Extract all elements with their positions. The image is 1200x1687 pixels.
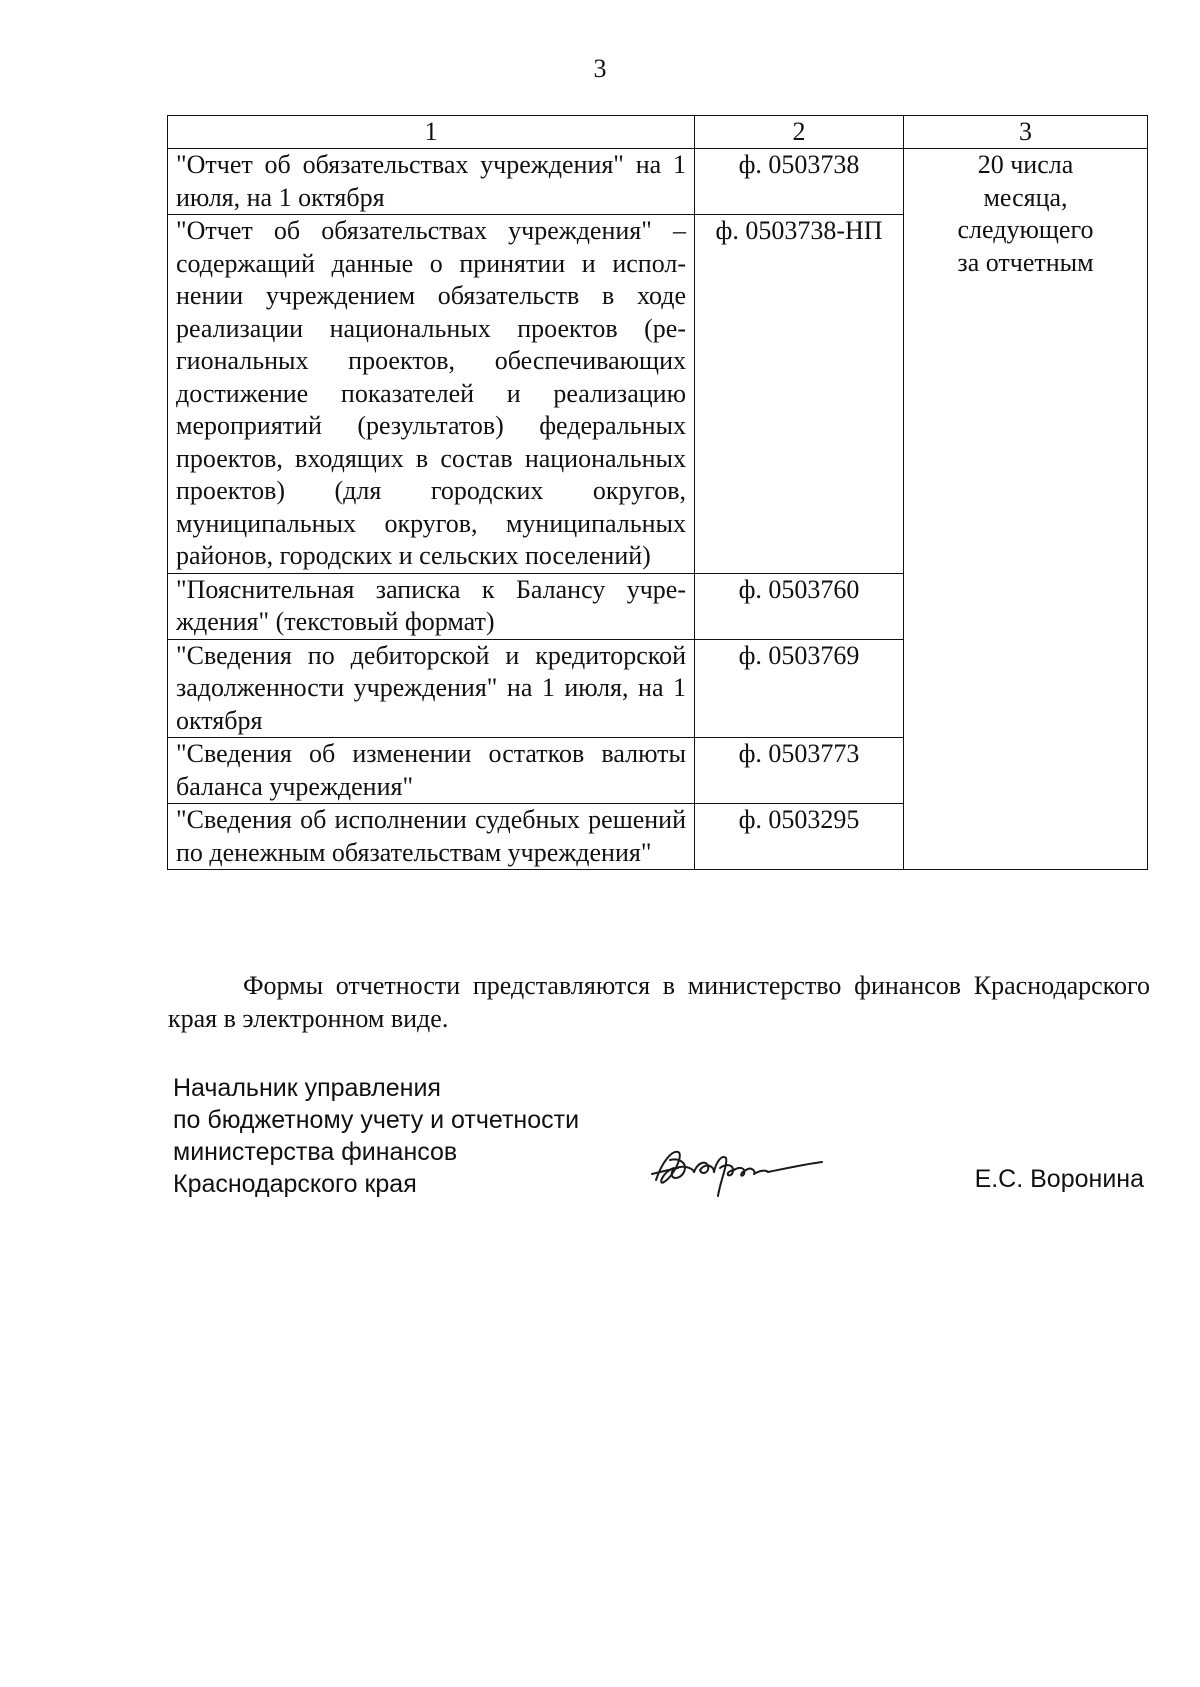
reporting-forms-table <box>167 115 1148 870</box>
signatory-title-line: по бюджетному учету и отчетности <box>173 1106 580 1134</box>
submission-deadline <box>904 149 1148 870</box>
table-row <box>168 149 1148 215</box>
handwritten-signature <box>648 1132 828 1202</box>
submission-note: Формы отчетности представляются в министерство финансов Краснодарского края в электронном виде. <box>168 971 1150 1033</box>
form-name: "Пояснительная записка к Балансу учреждения" (текстовый формат) <box>168 573 695 639</box>
deadline-line: месяца, <box>983 182 1068 212</box>
signatory-title-line: Краснодарского края <box>173 1170 417 1198</box>
form-name: "Сведения об изменении остатков валюты баланса учреждения" <box>168 738 695 804</box>
signatory-title <box>173 1072 579 1200</box>
deadline-line: 20 числа <box>977 150 1074 179</box>
form-code: ф. 0503738 <box>695 149 904 215</box>
column-header-3: 3 <box>904 116 1148 149</box>
form-code: ф. 0503760 <box>695 573 904 639</box>
signatory-title-line: Начальник управления <box>173 1074 441 1102</box>
table-header-row <box>168 116 1148 149</box>
form-name: "Отчет об обязательствах учреждения" – содержащий данные о принятии и исполнении учреждением обязательств в ходе реализации национальных проектов (региональных проектов, обеспечивающих достижение показателей и реализацию мероприятий (результатов) федеральных проектов, входящих в состав национальных проектов) (для городских округов, муниципальных округов, муниципальных районов, городских и сельских поселений) <box>168 215 695 574</box>
column-header-1: 1 <box>168 116 695 149</box>
deadline-line: следующего <box>957 215 1094 244</box>
deadline-line: за отчетным <box>957 247 1094 277</box>
form-name: "Отчет об обязательствах учреждения" на 1 июля, на 1 октября <box>168 149 695 215</box>
form-name: "Сведения об исполнении судебных решений по денежным обязательствам учреждения" <box>168 804 695 870</box>
signatory-title-line: министерства финансов <box>173 1138 458 1166</box>
form-code: ф. 0503769 <box>695 639 904 738</box>
form-name: "Сведения по дебиторской и кредиторской задолженности учреждения" на 1 июля, на 1 октября <box>168 639 695 738</box>
page-number: 3 <box>593 54 607 83</box>
form-code: ф. 0503295 <box>695 804 904 870</box>
column-header-2: 2 <box>695 116 904 149</box>
form-code: ф. 0503773 <box>695 738 904 804</box>
signer-name: Е.С. Воронина <box>974 1165 1144 1193</box>
form-code: ф. 0503738-НП <box>695 215 904 574</box>
